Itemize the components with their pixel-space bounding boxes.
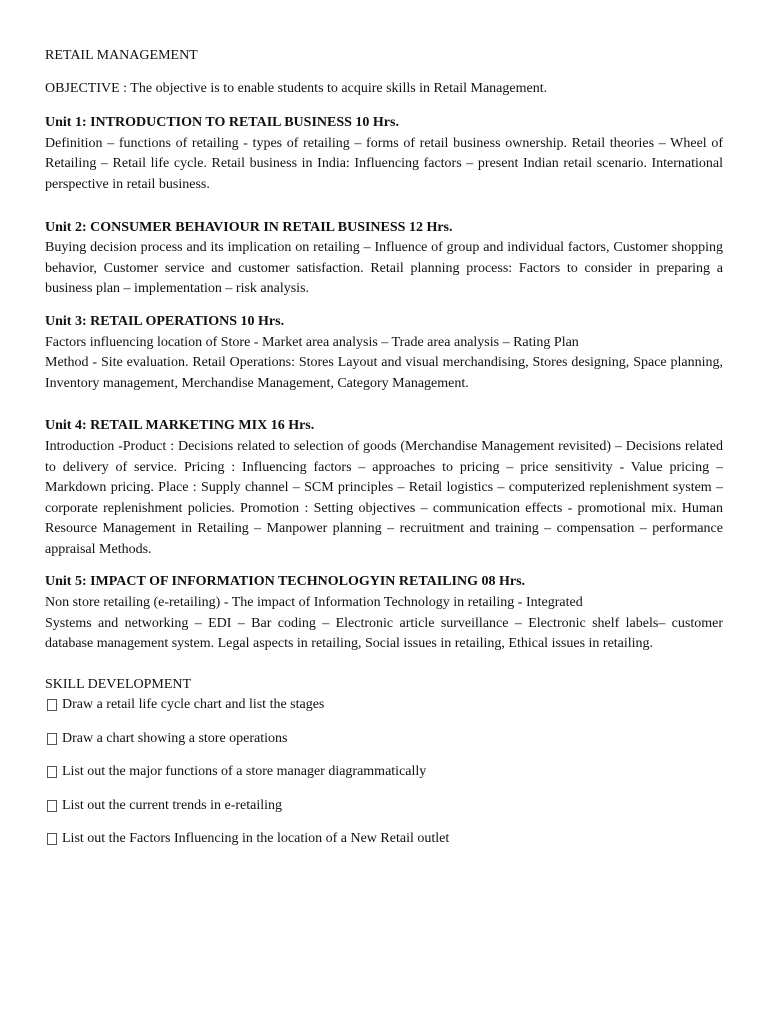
unit-3-heading: Unit 3: RETAIL OPERATIONS 10 Hrs. — [45, 313, 285, 329]
unit-1-section — [45, 113, 723, 195]
skill-item — [45, 695, 723, 728]
skill-development-heading: SKILL DEVELOPMENT — [45, 676, 192, 692]
unit-3-body: Method - Site evaluation. Retail Operations: Stores Layout and visual merchandising, Stores designing, Space planning, Inventory management, Merchandise Management, Category Management. — [45, 355, 723, 391]
unit-4-heading: Unit 4: RETAIL MARKETING MIX 16 Hrs. — [45, 418, 315, 434]
unit-4-section — [45, 416, 723, 560]
unit-2-body: Buying decision process and its implication on retailing – Influence of group and individual factors, Customer shopping behavior, Customer service and customer satisfaction. Retail planning process: Factors to consider in preparing a business plan – implementation – risk analysis. — [45, 240, 723, 297]
document-page — [45, 46, 723, 862]
unit-5-section — [45, 572, 723, 654]
skill-item-text: Draw a chart showing a store operations — [62, 730, 288, 746]
skill-list — [45, 695, 723, 862]
missing-glyph-bullet-icon — [47, 733, 57, 745]
unit-1-body: Definition – functions of retailing - types of retailing – forms of retail business ownership. Retail theories – Wheel of Retailing – Retail life cycle. Retail business in India: Influencing factors – present Indian retail scenario. International perspective in retail business. — [45, 135, 723, 192]
unit-4-body: Introduction -Product : Decisions related to selection of goods (Merchandise Management revisited) – Decisions related to delivery of service. Pricing : Influencing factors – approaches to pricing – price sensitivity - Value pricing – Markdown pricing. Place : Supply channel – SCM principles – Retail logistics – computerized replenishment system – corporate replenishment policies. Promotion : Setting objectives – communication effects - promotional mix. Human Resource Management in Retailing – Manpower planning – recruitment and training – compensation – performance appraisal Methods. — [45, 438, 723, 557]
unit-1-heading: Unit 1: INTRODUCTION TO RETAIL BUSINESS 10 Hrs. — [45, 115, 399, 131]
skill-item-text: List out the Factors Influencing in the location of a New Retail outlet — [62, 831, 450, 846]
unit-2-heading: Unit 2: CONSUMER BEHAVIOUR IN RETAIL BUSINESS 12 Hrs. — [45, 219, 453, 235]
skill-item — [45, 829, 723, 862]
skill-item-text: List out the major functions of a store manager diagrammatically — [62, 764, 427, 780]
unit-3-section — [45, 312, 723, 394]
skill-item — [45, 729, 723, 762]
objective-text: OBJECTIVE : The objective is to enable students to acquire skills in Retail Management. — [45, 80, 548, 96]
unit-3-body-line1: Factors influencing location of Store - Market area analysis – Trade area analysis – Rating Plan — [45, 334, 579, 350]
unit-5-heading: Unit 5: IMPACT OF INFORMATION TECHNOLOGYIN RETAILING 08 Hrs. — [45, 574, 526, 590]
unit-5-body: Systems and networking – EDI – Bar coding – Electronic article surveillance – Electronic shelf labels– customer database management system. Legal aspects in retailing, Social issues in retailing, Ethical issues in retailing. — [45, 615, 723, 652]
skill-item — [45, 796, 723, 829]
missing-glyph-bullet-icon — [47, 800, 57, 812]
missing-glyph-bullet-icon — [47, 766, 57, 778]
missing-glyph-bullet-icon — [47, 699, 57, 711]
missing-glyph-bullet-icon — [47, 833, 57, 845]
skill-item — [45, 762, 723, 795]
skill-item-text: List out the current trends in e-retailing — [62, 797, 283, 813]
unit-2-section — [45, 218, 723, 300]
skill-item-text: Draw a retail life cycle chart and list the stages — [62, 697, 325, 713]
unit-5-body-line1: Non store retailing (e-retailing) - The impact of Information Technology in retailing - Integrated — [45, 595, 583, 611]
document-title: RETAIL MANAGEMENT — [45, 48, 198, 63]
